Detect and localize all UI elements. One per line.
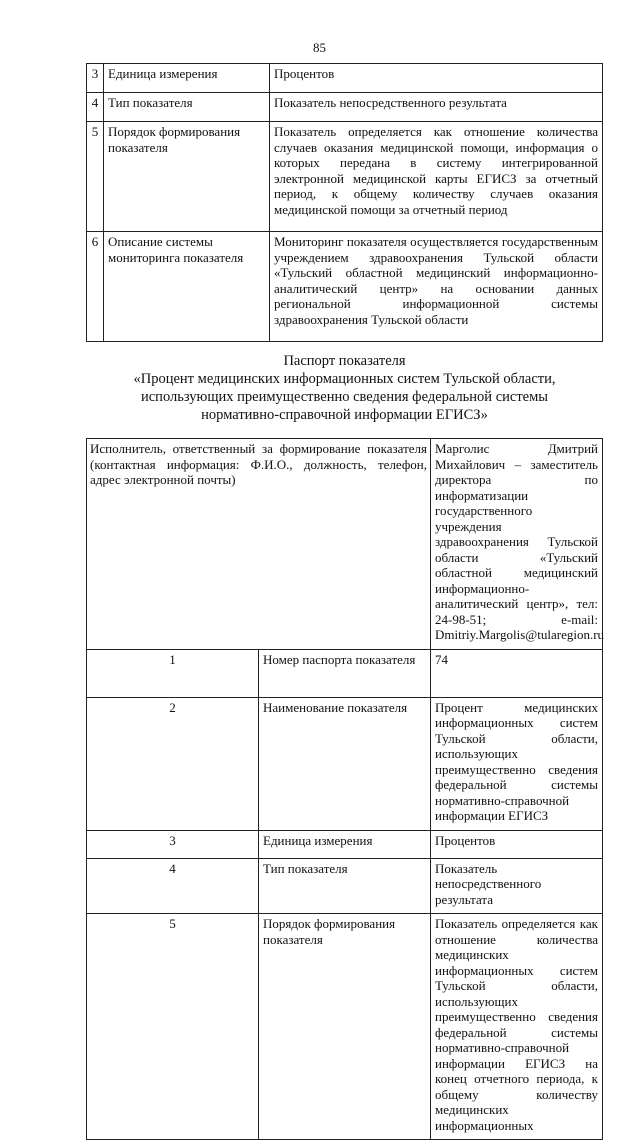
table-row bbox=[87, 64, 603, 93]
row-label: Описание системы мониторинга показателя bbox=[104, 232, 270, 342]
executor-row bbox=[87, 439, 603, 650]
row-label: Тип показателя bbox=[104, 93, 270, 122]
row-value: Показатель непосредственного результата bbox=[270, 93, 603, 122]
table-row bbox=[87, 649, 603, 697]
executor-value: Марголис Дмитрий Михайлович – заместитель директора по информатизации государственного учреждения здравоохранения Тульской области «Тульский областной медицинский информационно-аналитический центр», тел: 24-98-51; e-mail: Dmitriy.Margolis@tularegion.ru bbox=[431, 439, 603, 650]
passport-heading-line: Паспорт показателя bbox=[283, 353, 406, 369]
row-value: Процентов bbox=[431, 830, 603, 858]
row-label: Порядок формирования показателя bbox=[259, 914, 431, 1140]
row-label: Тип показателя bbox=[259, 858, 431, 914]
passport-heading bbox=[86, 352, 603, 424]
page-number: 85 bbox=[313, 40, 326, 55]
table-row bbox=[87, 858, 603, 914]
row-value: Процентов bbox=[270, 64, 603, 93]
row-value: Мониторинг показателя осуществляется государственным учреждением здравоохранения Тульской области «Тульский областной медицинский информационно-аналитический центр» на основании данных региональной информационной системы здравоохранения Тульской области bbox=[270, 232, 603, 342]
executor-label: Исполнитель, ответственный за формирование показателя (контактная информация: Ф.И.О., должность, телефон, адрес электронной почты) bbox=[87, 439, 431, 650]
row-label: Номер паспорта показателя bbox=[259, 649, 431, 697]
passport-heading-line: использующих преимущественно сведения федеральной системы bbox=[140, 389, 549, 405]
row-label: Единица измерения bbox=[259, 830, 431, 858]
row-number: 4 bbox=[87, 858, 259, 914]
table-row bbox=[87, 697, 603, 830]
row-value: Показатель определяется как отношение количества случаев оказания медицинской помощи, информация о которых передана в систему интегрированной электронной медицинской карты ЕГИСЗ за отчетный период, к общему количеству случаев оказания медицинской помощи за отчетный период bbox=[270, 122, 603, 232]
row-number: 3 bbox=[87, 830, 259, 858]
row-number: 3 bbox=[87, 64, 104, 93]
row-value: Процент медицинских информационных систем Тульской области, использующих преимущественно сведения федеральной системы нормативно-справочной информации ЕГИСЗ bbox=[431, 697, 603, 830]
table-row bbox=[87, 93, 603, 122]
row-value: Показатель определяется как отношение количества медицинских информационных систем Тульской области, использующих преимущественно сведения федеральной системы нормативно-справочной информации ЕГИСЗ на конец отчетного периода, к общему количеству медицинских информационных bbox=[431, 914, 603, 1140]
row-number: 5 bbox=[87, 914, 259, 1140]
row-label: Наименование показателя bbox=[259, 697, 431, 830]
row-value: 74 bbox=[431, 649, 603, 697]
row-label: Единица измерения bbox=[104, 64, 270, 93]
passport-table bbox=[86, 438, 603, 1140]
table-row bbox=[87, 122, 603, 232]
table-row bbox=[87, 830, 603, 858]
row-number: 1 bbox=[87, 649, 259, 697]
row-value: Показатель непосредственного результата bbox=[431, 858, 603, 914]
passport-heading-line: нормативно-справочной информации ЕГИСЗ» bbox=[201, 407, 488, 423]
row-number: 6 bbox=[87, 232, 104, 342]
indicator-table-continued bbox=[86, 63, 603, 342]
table-row bbox=[87, 914, 603, 1140]
row-number: 5 bbox=[87, 122, 104, 232]
row-number: 2 bbox=[87, 697, 259, 830]
table-row bbox=[87, 232, 603, 342]
row-label: Порядок формирования показателя bbox=[104, 122, 270, 232]
row-number: 4 bbox=[87, 93, 104, 122]
passport-heading-line: «Процент медицинских информационных систем Тульской области, bbox=[133, 371, 556, 387]
